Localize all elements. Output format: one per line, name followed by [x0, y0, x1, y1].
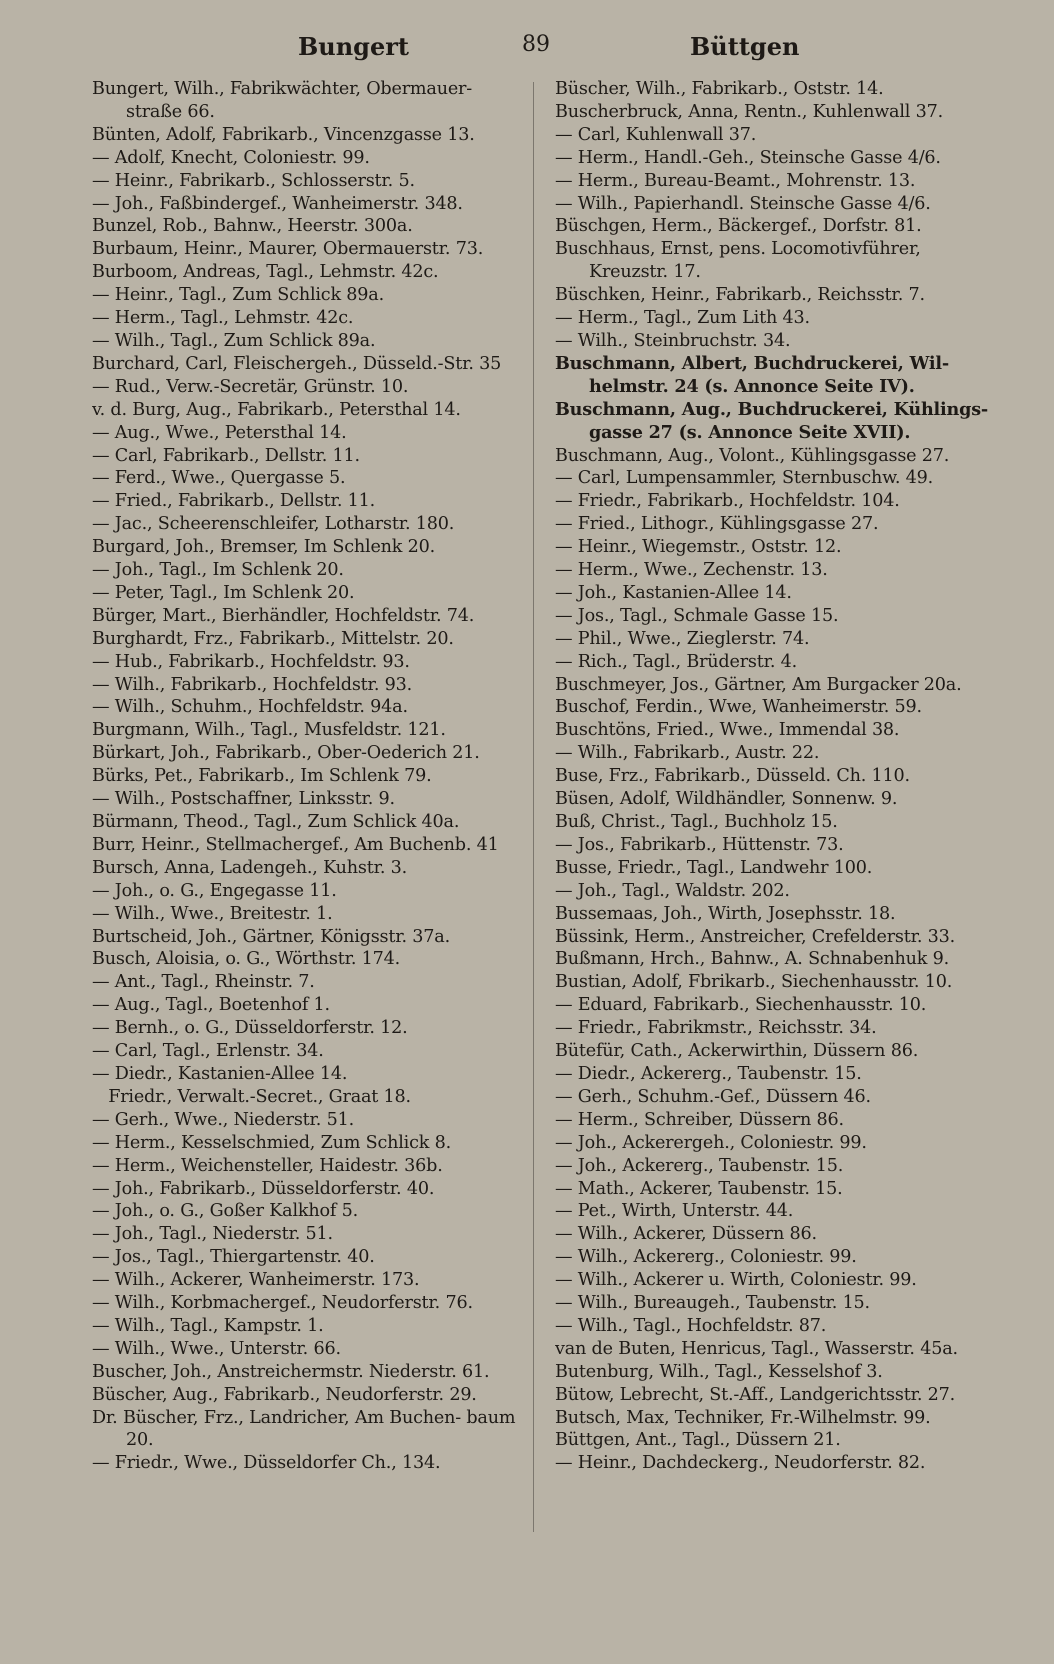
directory-entry: — Wilh., Tagl., Hochfeldstr. 87.	[555, 1315, 827, 1336]
directory-entry: Buscher, Joh., Anstreichermstr. Niederstr. 61.	[92, 1361, 490, 1382]
directory-entry: — Joh., Ackererg., Taubenstr. 15.	[555, 1155, 844, 1176]
directory-entry: — Herm., Weichensteller, Haidestr. 36b.	[92, 1155, 443, 1176]
directory-entry: — Carl, Tagl., Erlenstr. 34.	[92, 1041, 324, 1062]
directory-entry: — Wilh., Postschaffner, Linksstr. 9.	[92, 789, 395, 810]
directory-entry: — Wilh., Bureaugeh., Taubenstr. 15.	[555, 1293, 870, 1314]
directory-entry: — Wilh., Ackerer, Düssern 86.	[555, 1224, 817, 1245]
directory-entry: — Herm., Wwe., Zechenstr. 13.	[555, 560, 828, 581]
directory-entry: Bussemaas, Joh., Wirth, Josephsstr. 18.	[555, 903, 896, 924]
directory-entry: — Wilh., Tagl., Zum Schlick 89a.	[92, 330, 376, 351]
directory-entry: Büschgen, Herm., Bäckergef., Dorfstr. 81.	[555, 216, 922, 237]
directory-entry: Friedr., Verwalt.-Secret., Graat 18.	[92, 1086, 411, 1107]
directory-entry: Bürks, Pet., Fabrikarb., Im Schlenk 79.	[92, 766, 432, 787]
directory-entry: — Adolf, Knecht, Coloniestr. 99.	[92, 147, 370, 168]
directory-entry: Bunzel, Rob., Bahnw., Heerstr. 300a.	[92, 216, 413, 237]
directory-entry: Buschmann, Aug., Volont., Kühlingsgasse 27.	[555, 445, 950, 466]
header-right-word: Büttgen	[690, 32, 800, 61]
directory-entry: — Joh., Kastanien-Allee 14.	[555, 582, 792, 603]
directory-entry: — Wilh., Papierhandl. Steinsche Gasse 4/6.	[555, 193, 931, 214]
directory-entry: Burgard, Joh., Bremser, Im Schlenk 20.	[92, 537, 436, 558]
directory-entry: — Bernh., o. G., Düsseldorferstr. 12.	[92, 1018, 408, 1039]
directory-entry: — Wilh., Ackerer, Wanheimerstr. 173.	[92, 1270, 420, 1291]
directory-entry: Buschtöns, Fried., Wwe., Immendal 38.	[555, 720, 900, 741]
directory-entry: Büscher, Aug., Fabrikarb., Neudorferstr. 29.	[92, 1384, 477, 1405]
directory-entry: Buse, Frz., Fabrikarb., Düsseld. Ch. 110.	[555, 766, 910, 787]
directory-entry: — Ferd., Wwe., Quergasse 5.	[92, 468, 346, 489]
directory-entry: Bütefür, Cath., Ackerwirthin, Düssern 86.	[555, 1041, 919, 1062]
directory-entry: — Wilh., Fabrikarb., Austr. 22.	[555, 743, 820, 764]
directory-entry: Burghardt, Frz., Fabrikarb., Mittelstr. 20.	[92, 628, 454, 649]
directory-entry: — Heinr., Wiegemstr., Oststr. 12.	[555, 537, 842, 558]
directory-entry: — Wilh., Korbmachergef., Neudorferstr. 76.	[92, 1293, 473, 1314]
directory-entry: — Ant., Tagl., Rheinstr. 7.	[92, 972, 315, 993]
directory-entry: — Eduard, Fabrikarb., Siechenhausstr. 10.	[555, 995, 927, 1016]
directory-entry: Burgmann, Wilh., Tagl., Musfeldstr. 121.	[92, 720, 446, 741]
directory-entry: Bürmann, Theod., Tagl., Zum Schlick 40a.	[92, 812, 460, 832]
directory-entry: — Fried., Lithogr., Kühlingsgasse 27.	[555, 514, 879, 535]
directory-entry: v. d. Burg, Aug., Fabrikarb., Petersthal 14.	[92, 399, 461, 420]
directory-entry: Buschmann, Albert, Buchdruckerei, Wil- helmstr. 24 (s. Annonce Seite IV).	[555, 352, 955, 397]
column-divider	[533, 82, 534, 1532]
directory-entry: — Jos., Tagl., Schmale Gasse 15.	[555, 605, 839, 626]
directory-entry: — Wilh., Fabrikarb., Hochfeldstr. 93.	[92, 674, 412, 695]
directory-entry: Burchard, Carl, Fleischergeh., Düsseld.-Str. 35	[92, 353, 502, 374]
directory-entry: — Aug., Tagl., Boetenhof 1.	[92, 995, 330, 1016]
directory-entry: Büttgen, Ant., Tagl., Düssern 21.	[555, 1430, 841, 1451]
directory-entry: — Friedr., Fabrikarb., Hochfeldstr. 104.	[555, 491, 900, 512]
directory-entry: Buschmann, Aug., Buchdruckerei, Kühlings- gasse 27 (s. Annonce Seite XVII).	[555, 398, 994, 443]
directory-entry: Burbaum, Heinr., Maurer, Obermauerstr. 73.	[92, 239, 484, 260]
right-column	[555, 78, 995, 1475]
directory-entry: — Joh., Fabrikarb., Düsseldorferstr. 40.	[92, 1178, 435, 1199]
directory-entry: — Math., Ackerer, Taubenstr. 15.	[555, 1178, 843, 1199]
directory-entry: — Gerh., Wwe., Niederstr. 51.	[92, 1109, 354, 1130]
directory-entry: — Aug., Wwe., Petersthal 14.	[92, 422, 347, 443]
directory-entry: — Wilh., Wwe., Unterstr. 66.	[92, 1338, 341, 1359]
directory-entry: — Wilh., Wwe., Breitestr. 1.	[92, 903, 333, 924]
directory-entry: Bütow, Lebrecht, St.-Aff., Landgerichtsstr. 27.	[555, 1384, 956, 1405]
directory-entry: — Gerh., Schuhm.-Gef., Düssern 46.	[555, 1086, 871, 1107]
directory-entry: — Herm., Kesselschmied, Zum Schlick 8.	[92, 1132, 451, 1153]
directory-entry: Bürger, Mart., Bierhändler, Hochfeldstr. 74.	[92, 605, 475, 626]
directory-entry: — Joh., Tagl., Waldstr. 202.	[555, 880, 790, 901]
directory-entry: — Jos., Tagl., Thiergartenstr. 40.	[92, 1247, 375, 1268]
directory-entry: Buschhaus, Ernst, pens. Locomotivführer, Kreuzstr. 17.	[555, 239, 927, 283]
directory-entry: — Joh., Ackerergeh., Coloniestr. 99.	[555, 1132, 867, 1153]
page-header	[0, 32, 1054, 62]
directory-entry: Bürkart, Joh., Fabrikarb., Ober-Oederich 21.	[92, 743, 480, 764]
directory-entry: Butenburg, Wilh., Tagl., Kesselshof 3.	[555, 1361, 883, 1382]
directory-entry: — Carl, Fabrikarb., Dellstr. 11.	[92, 445, 360, 466]
directory-entry: — Herm., Handl.-Geh., Steinsche Gasse 4/6.	[555, 147, 941, 168]
directory-entry: Burboom, Andreas, Tagl., Lehmstr. 42c.	[92, 262, 439, 283]
directory-entry: Dr. Büscher, Frz., Landricher, Am Buchen- baum 20.	[92, 1407, 521, 1451]
header-left-word: Bungert	[298, 32, 409, 61]
directory-entry: — Diedr., Ackererg., Taubenstr. 15.	[555, 1063, 862, 1084]
directory-entry: — Joh., Tagl., Im Schlenk 20.	[92, 560, 344, 581]
directory-entry: Busch, Aloisia, o. G., Wörthstr. 174.	[92, 949, 401, 970]
directory-entry: — Herm., Tagl., Zum Lith 43.	[555, 308, 810, 329]
directory-entry: — Jac., Scheerenschleifer, Lotharstr. 180.	[92, 514, 455, 535]
directory-entry: — Hub., Fabrikarb., Hochfeldstr. 93.	[92, 651, 410, 672]
directory-entry: Buscherbruck, Anna, Rentn., Kuhlenwall 37.	[555, 101, 943, 122]
directory-entry: — Herm., Bureau-Beamt., Mohrenstr. 13.	[555, 170, 916, 191]
directory-entry: — Carl, Lumpensammler, Sternbuschw. 49.	[555, 468, 934, 489]
page-number: 89	[522, 32, 550, 57]
directory-entry: — Heinr., Fabrikarb., Schlosserstr. 5.	[92, 170, 415, 191]
directory-entry: Burr, Heinr., Stellmachergef., Am Buchenb. 41	[92, 834, 499, 855]
directory-entry: — Joh., o. G., Engegasse 11.	[92, 880, 337, 901]
directory-entry: — Wilh., Schuhm., Hochfeldstr. 94a.	[92, 697, 408, 718]
directory-entry: — Wilh., Steinbruchstr. 34.	[555, 330, 791, 351]
directory-entry: Buschof, Ferdin., Wwe, Wanheimerstr. 59.	[555, 697, 922, 718]
directory-entry: — Herm., Tagl., Lehmstr. 42c.	[92, 308, 354, 329]
directory-entry: Büsen, Adolf, Wildhändler, Sonnenw. 9.	[555, 789, 898, 810]
directory-entry: — Wilh., Ackerer u. Wirth, Coloniestr. 99.	[555, 1270, 917, 1291]
directory-entry: — Carl, Kuhlenwall 37.	[555, 124, 757, 145]
directory-entry: Butsch, Max, Techniker, Fr.-Wilhelmstr. 99.	[555, 1407, 931, 1428]
directory-entry: — Joh., Tagl., Niederstr. 51.	[92, 1224, 333, 1245]
directory-entry: — Wilh., Tagl., Kampstr. 1.	[92, 1315, 324, 1336]
left-column	[92, 78, 524, 1475]
directory-entry: — Herm., Schreiber, Düssern 86.	[555, 1109, 844, 1130]
directory-entry: — Friedr., Wwe., Düsseldorfer Ch., 134.	[92, 1453, 441, 1474]
directory-entry: — Joh., Faßbindergef., Wanheimerstr. 348.	[92, 193, 463, 214]
directory-entry: — Diedr., Kastanien-Allee 14.	[92, 1063, 348, 1084]
directory-entry: Büssink, Herm., Anstreicher, Crefelderstr. 33.	[555, 926, 956, 947]
directory-entry: — Phil., Wwe., Zieglerstr. 74.	[555, 628, 810, 649]
directory-entry: Bungert, Wilh., Fabrikwächter, Obermauer- straße 66.	[92, 79, 478, 122]
directory-entry: van de Buten, Henricus, Tagl., Wasserstr. 45a.	[555, 1338, 958, 1359]
directory-entry: — Wilh., Ackererg., Coloniestr. 99.	[555, 1247, 857, 1268]
directory-entry: Bustian, Adolf, Fbrikarb., Siechenhausstr. 10.	[555, 972, 953, 993]
directory-entry: — Jos., Fabrikarb., Hüttenstr. 73.	[555, 834, 844, 855]
directory-entry: Busse, Friedr., Tagl., Landwehr 100.	[555, 857, 873, 878]
directory-entry: — Peter, Tagl., Im Schlenk 20.	[92, 582, 355, 603]
directory-entry: — Heinr., Tagl., Zum Schlick 89a.	[92, 285, 384, 306]
directory-entry: — Rich., Tagl., Brüderstr. 4.	[555, 651, 798, 672]
directory-entry: — Pet., Wirth, Unterstr. 44.	[555, 1201, 794, 1222]
directory-entry: Bursch, Anna, Ladengeh., Kuhstr. 3.	[92, 857, 408, 878]
directory-entry: — Friedr., Fabrikmstr., Reichsstr. 34.	[555, 1018, 877, 1039]
directory-entry: Buß, Christ., Tagl., Buchholz 15.	[555, 812, 838, 832]
directory-entry: Büscher, Wilh., Fabrikarb., Oststr. 14.	[555, 79, 884, 99]
directory-entry: Burtscheid, Joh., Gärtner, Königsstr. 37a.	[92, 926, 450, 947]
directory-entry: — Rud., Verw.-Secretär, Grünstr. 10.	[92, 376, 409, 397]
directory-entry: Büschken, Heinr., Fabrikarb., Reichsstr. 7.	[555, 285, 925, 306]
directory-entry: — Fried., Fabrikarb., Dellstr. 11.	[92, 491, 375, 512]
directory-entry: — Joh., o. G., Goßer Kalkhof 5.	[92, 1201, 358, 1222]
directory-entry: Bußmann, Hrch., Bahnw., A. Schnabenhuk 9.	[555, 949, 950, 970]
directory-entry: Bünten, Adolf, Fabrikarb., Vincenzgasse 13.	[92, 124, 475, 145]
directory-entry: — Heinr., Dachdeckerg., Neudorferstr. 82.	[555, 1453, 926, 1474]
directory-entry: Buschmeyer, Jos., Gärtner, Am Burgacker 20a.	[555, 674, 962, 695]
